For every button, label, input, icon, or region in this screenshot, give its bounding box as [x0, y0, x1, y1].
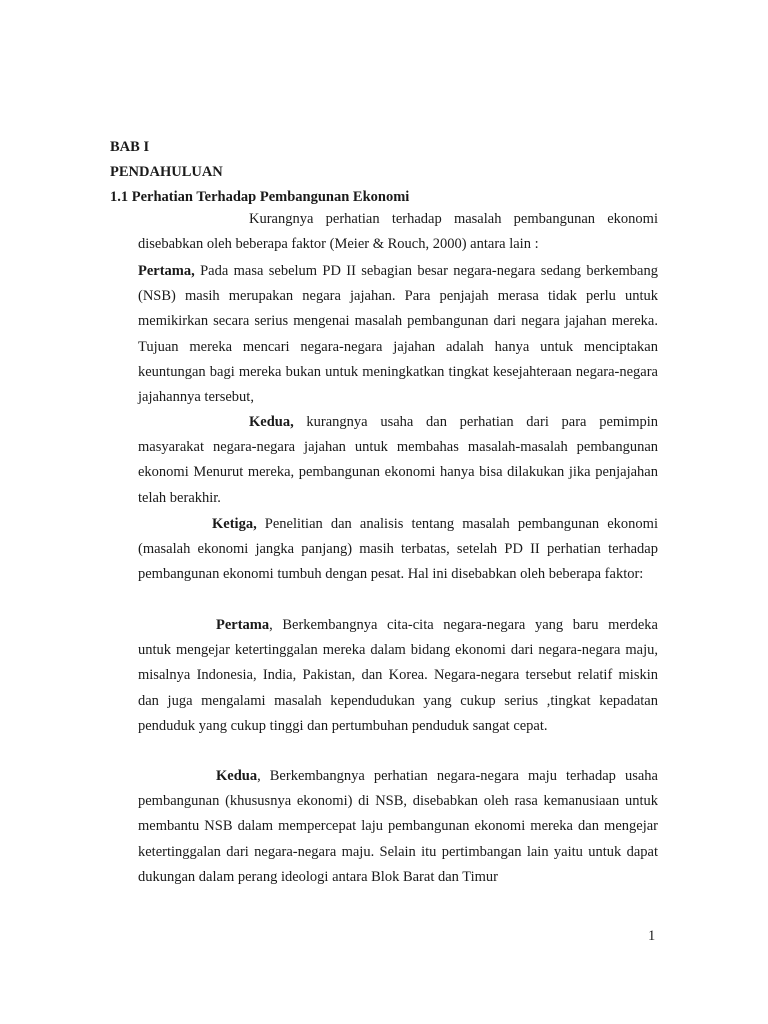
section-title: 1.1 Perhatian Terhadap Pembangunan Ekonomi — [110, 189, 410, 205]
paragraph-ketiga — [138, 512, 658, 588]
paragraph-faktor-pertama — [138, 613, 658, 739]
paragraph-lead: Kedua — [216, 768, 258, 784]
chapter-number: BAB I — [110, 139, 150, 155]
intro-paragraph: Kurangnya perhatian terhadap masalah pembangunan ekonomi disebabkan oleh beberapa faktor (Meier & Rouch, 2000) antara lain : — [138, 211, 658, 253]
paragraph-lead: Pertama — [216, 617, 270, 633]
chapter-title: PENDAHULUAN — [110, 164, 223, 180]
paragraph-text: Penelitian dan analisis tentang masalah pembangunan ekonomi (masalah ekonomi jangka panjang) masih terbatas, setelah PD II perhatian terhadap pembangunan ekonomi tumbuh dengan pesat. Hal ini disebabkan oleh beberapa faktor: — [138, 516, 658, 583]
paragraph-lead: Pertama, — [138, 263, 195, 279]
paragraph-kedua — [138, 410, 658, 511]
paragraph-lead: Ketiga, — [212, 516, 257, 532]
paragraph-text: Pada masa sebelum PD II sebagian besar negara-negara sedang berkembang (NSB) masih merupakan negara jajahan. Para penjajah merasa tidak perlu untuk memikirkan secara serius mengenai masalah pembangunan dari negara jajahan mereka. Tujuan mereka mencari negara-negara jajahan adalah hanya untuk menciptakan keuntungan bagi mereka bukan untuk meningkatkan tingkat kesejahteraan negara-negara jajahannya tersebut, — [138, 263, 658, 406]
page-number: 1 — [648, 928, 656, 944]
paragraph-lead: Kedua, — [249, 414, 294, 430]
paragraph-faktor-kedua — [138, 764, 658, 890]
paragraph-pertama — [138, 259, 658, 410]
paragraph-text: kurangnya usaha dan perhatian dari para pemimpin masyarakat negara-negara jajahan untuk membahas masalah-masalah pembangunan ekonomi Menurut mereka, pembangunan ekonomi hanya bisa dilakukan jika penjajahan telah berakhir. — [138, 414, 658, 506]
paragraph-text: , Berkembangnya cita-cita negara-negara yang baru merdeka untuk mengejar ketertinggalan mereka dalam bidang ekonomi dari negara-negara maju, misalnya Indonesia, India, Pakistan, dan Korea. Negara-negara tersebut relatif miskin dan juga mengalami masalah kependudukan yang cukup serius ,tingkat kepadatan penduduk yang cukup tinggi dan pertumbuhan penduduk sangat cepat. — [138, 617, 658, 734]
paragraph-text: , Berkembangnya perhatian negara-negara maju terhadap usaha pembangunan (khususnya ekonomi) di NSB, disebabkan oleh rasa kemanusiaan untuk membantu NSB dalam mempercepat laju pembangunan ekonomi mereka dan mengejar ketertinggalan dari negara-negara maju. Selain itu pertimbangan lain yaitu untuk dapat dukungan dalam perang ideologi antara Blok Barat dan Timur — [138, 768, 658, 885]
